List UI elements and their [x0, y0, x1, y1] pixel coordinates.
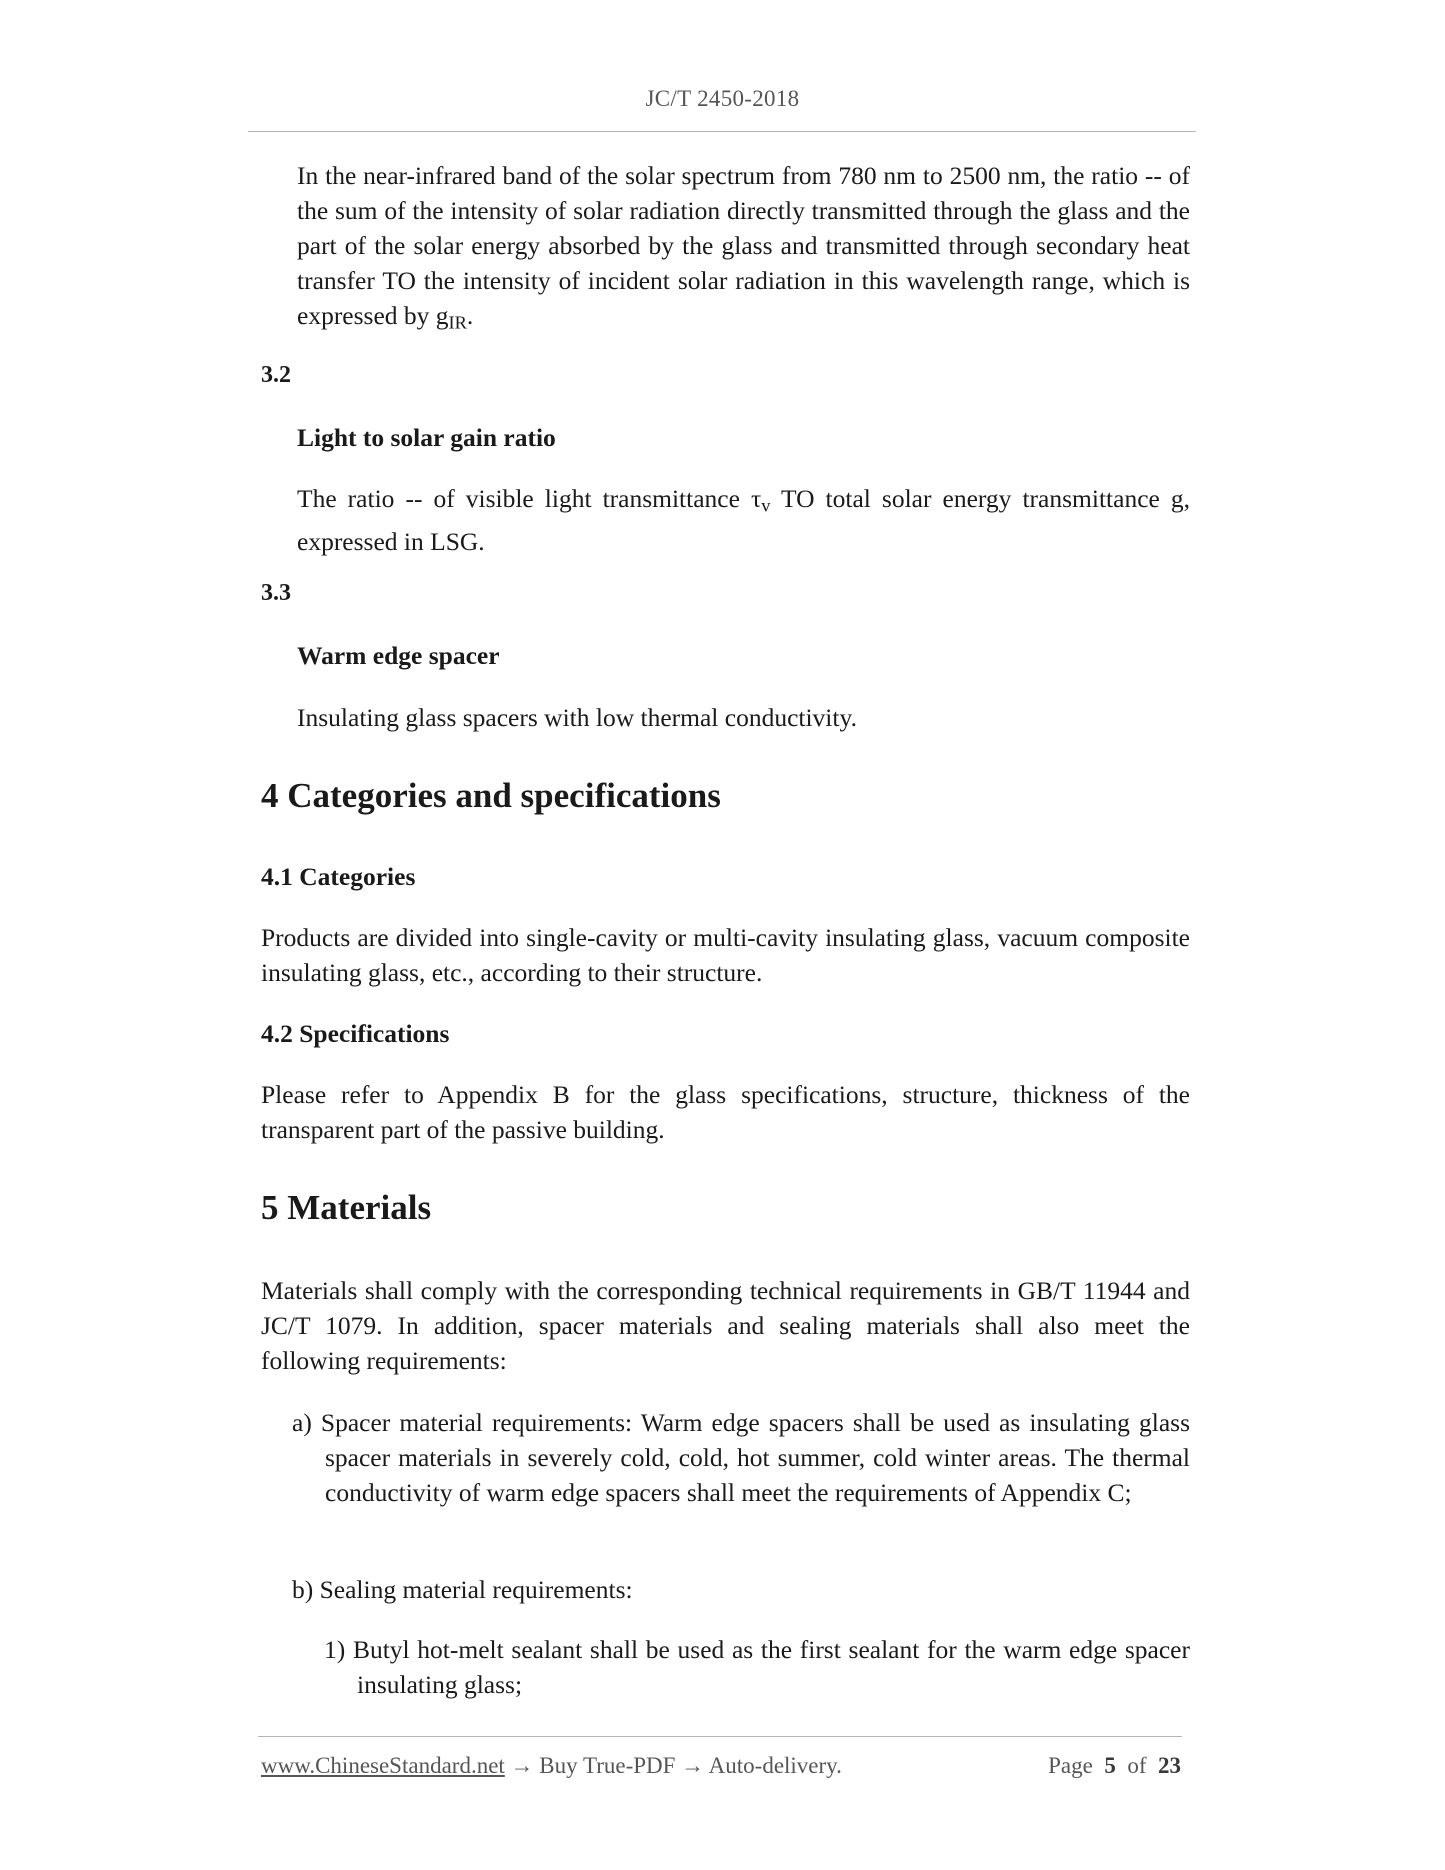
def-3-2-after: TO total solar energy transmittance g, expressed in LSG. — [297, 484, 1190, 556]
page-indicator — [1048, 1753, 1181, 1779]
g-symbol: g — [435, 301, 449, 330]
footer-tagline: → Buy True-PDF → Auto-delivery. — [504, 1753, 842, 1778]
intro-paragraph — [297, 158, 1190, 341]
section-4-1-text: Products are divided into single-cavity or multi-cavity insulating glass, vacuum composite insulating glass, etc., according to their structure. — [261, 923, 1190, 987]
section-4-heading: 4 Categories and specifications — [261, 776, 721, 815]
section-4-1-heading: 4.1 Categories — [261, 862, 416, 891]
def-3-2-before: The ratio -- of visible light transmittance — [297, 484, 751, 513]
footer — [261, 1753, 1181, 1779]
tau-symbol: τ — [750, 484, 762, 513]
header-doc-code: JC/T 2450-2018 — [645, 86, 800, 111]
footer-divider — [258, 1736, 1182, 1737]
site-link[interactable]: www.ChineseStandard.net — [261, 1753, 505, 1778]
section-5-heading: 5 Materials — [261, 1188, 432, 1227]
section-4-2-heading: 4.2 Specifications — [261, 1019, 450, 1048]
clause-number-3-2: 3.2 — [261, 362, 291, 388]
clause-number-3-3: 3.3 — [261, 580, 291, 606]
list-item-a: a) Spacer material requirements: Warm edge spacers shall be used as insulating glass spacer materials in severely cold, cold, hot summer, cold winter areas. The thermal conductivity of warm edge spacers shall meet the requirements of Appendix C; — [292, 1408, 1190, 1507]
page-label: Page — [1048, 1753, 1093, 1778]
header-divider — [248, 131, 1196, 132]
list-item-b-1: 1) Butyl hot-melt sealant shall be used as the first sealant for the warm edge spacer insulating glass; — [324, 1635, 1190, 1699]
term-light-to-solar-gain: Light to solar gain ratio — [297, 423, 556, 452]
list-item-b: b) Sealing material requirements: — [292, 1575, 633, 1604]
page-total: 23 — [1158, 1753, 1181, 1778]
tau-subscript: v — [761, 495, 771, 516]
ir-subscript: IR — [448, 312, 467, 333]
intro-end: . — [466, 301, 474, 330]
definition-3-3: Insulating glass spacers with low thermal conductivity. — [297, 703, 857, 732]
term-warm-edge-spacer: Warm edge spacer — [297, 641, 500, 670]
section-4-2-text: Please refer to Appendix B for the glass specifications, structure, thickness of the transparent part of the passive building. — [261, 1080, 1190, 1144]
of-label: of — [1127, 1753, 1147, 1778]
section-5-intro: Materials shall comply with the corresponding technical requirements in GB/T 11944 and JC/T 1079. In addition, spacer materials and sealing materials shall also meet the following requirements: — [261, 1276, 1190, 1375]
page-number: 5 — [1104, 1753, 1116, 1778]
definition-3-2 — [297, 481, 1190, 559]
intro-text: In the near-infrared band of the solar spectrum from 780 nm to 2500 nm, the ratio -- of the sum of the intensity of solar radiation directly transmitted through the glass and the part of the solar energy absorbed by the glass and transmitted through secondary heat transfer TO the intensity of incident solar radiation in this wavelength range, which is expressed by — [297, 161, 1190, 330]
